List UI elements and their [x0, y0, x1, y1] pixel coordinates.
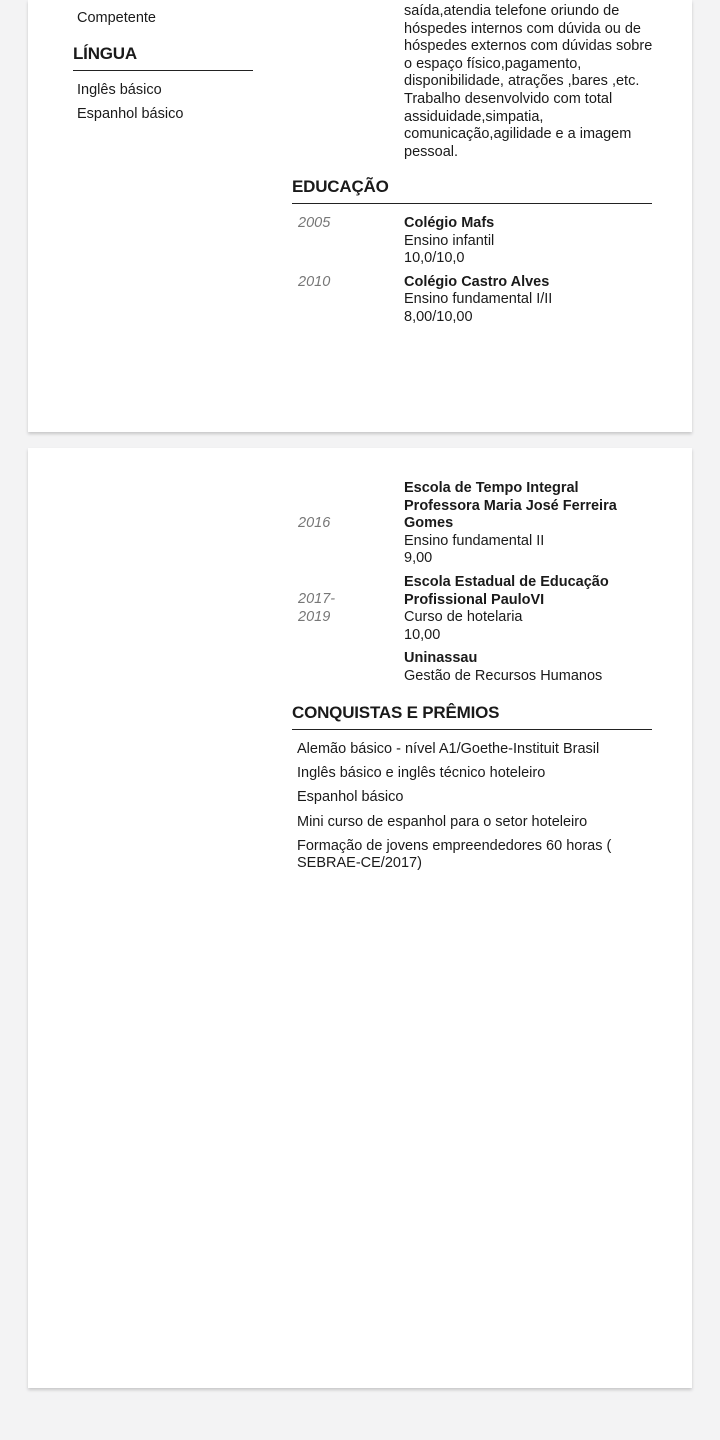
- language-heading: LÍNGUA: [73, 44, 253, 71]
- education-heading: EDUCAÇÃO: [292, 177, 652, 204]
- awards-list: [292, 741, 652, 873]
- awards-heading: CONQUISTAS E PRÊMIOS: [292, 703, 652, 730]
- education-year: 2010: [298, 273, 331, 290]
- education-course: Ensino infantil: [404, 232, 495, 249]
- education-entry: [292, 274, 652, 327]
- skill-level-text: Competente: [77, 10, 156, 26]
- education-year: 2005: [298, 215, 331, 231]
- award-item: Alemão básico - nível A1/Goethe-Instituit Brasil: [297, 741, 600, 757]
- award-item: Espanhol básico: [297, 789, 404, 806]
- education-course: Curso de hotelaria: [404, 609, 523, 626]
- resume-page-2: [28, 448, 692, 1388]
- education-grade: 9,00: [404, 550, 433, 567]
- education-grade: 10,0/10,0: [404, 250, 465, 267]
- education-school: Escola Estadual de Educação Profissional PauloVI: [404, 573, 609, 608]
- language-item: Espanhol básico: [77, 106, 184, 122]
- education-course: Ensino fundamental II: [404, 532, 545, 549]
- education-school: Escola de Tempo Integral Professora Maria José Ferreira Gomes: [404, 480, 617, 532]
- education-grade: 10,00: [404, 626, 441, 643]
- language-list: [73, 78, 253, 126]
- education-entry: [292, 574, 652, 644]
- award-item: Inglês básico e inglês técnico hoteleiro: [297, 765, 546, 782]
- awards-section: [292, 703, 652, 880]
- education-school: Uninassau: [404, 650, 478, 667]
- award-item: Mini curso de espanhol para o setor hoteleiro: [297, 813, 588, 830]
- education-entry: [292, 650, 652, 685]
- education-course: Gestão de Recursos Humanos: [404, 667, 603, 684]
- resume-page-1: [28, 0, 692, 432]
- education-section: [292, 177, 652, 327]
- education-grade: 8,00/10,00: [404, 308, 473, 325]
- education-entry: [292, 215, 652, 268]
- education-entry: [292, 480, 652, 568]
- education-year: 2017- 2019: [298, 590, 336, 625]
- education-school: Colégio Castro Alves: [404, 273, 550, 290]
- language-item: Inglês básico: [77, 82, 162, 98]
- experience-description: saída,atendia telefone oriundo de hóspedes internos com dúvida ou de hóspedes externos com dúvidas sobre o espaço físico,pagamento, disponibilidade, atrações ,bares ,etc. Trabalho desenvolvido com total assiduidade,simpatia, comunicação,agilidade e a imagem pessoal.: [404, 3, 653, 160]
- education-continued: [292, 480, 652, 686]
- language-section: [73, 44, 253, 126]
- education-year: 2016: [298, 515, 331, 531]
- award-item: Formação de jovens empreendedores 60 horas ( SEBRAE-CE/2017): [297, 837, 612, 872]
- education-school: Colégio Mafs: [404, 215, 495, 231]
- education-course: Ensino fundamental I/II: [404, 291, 553, 308]
